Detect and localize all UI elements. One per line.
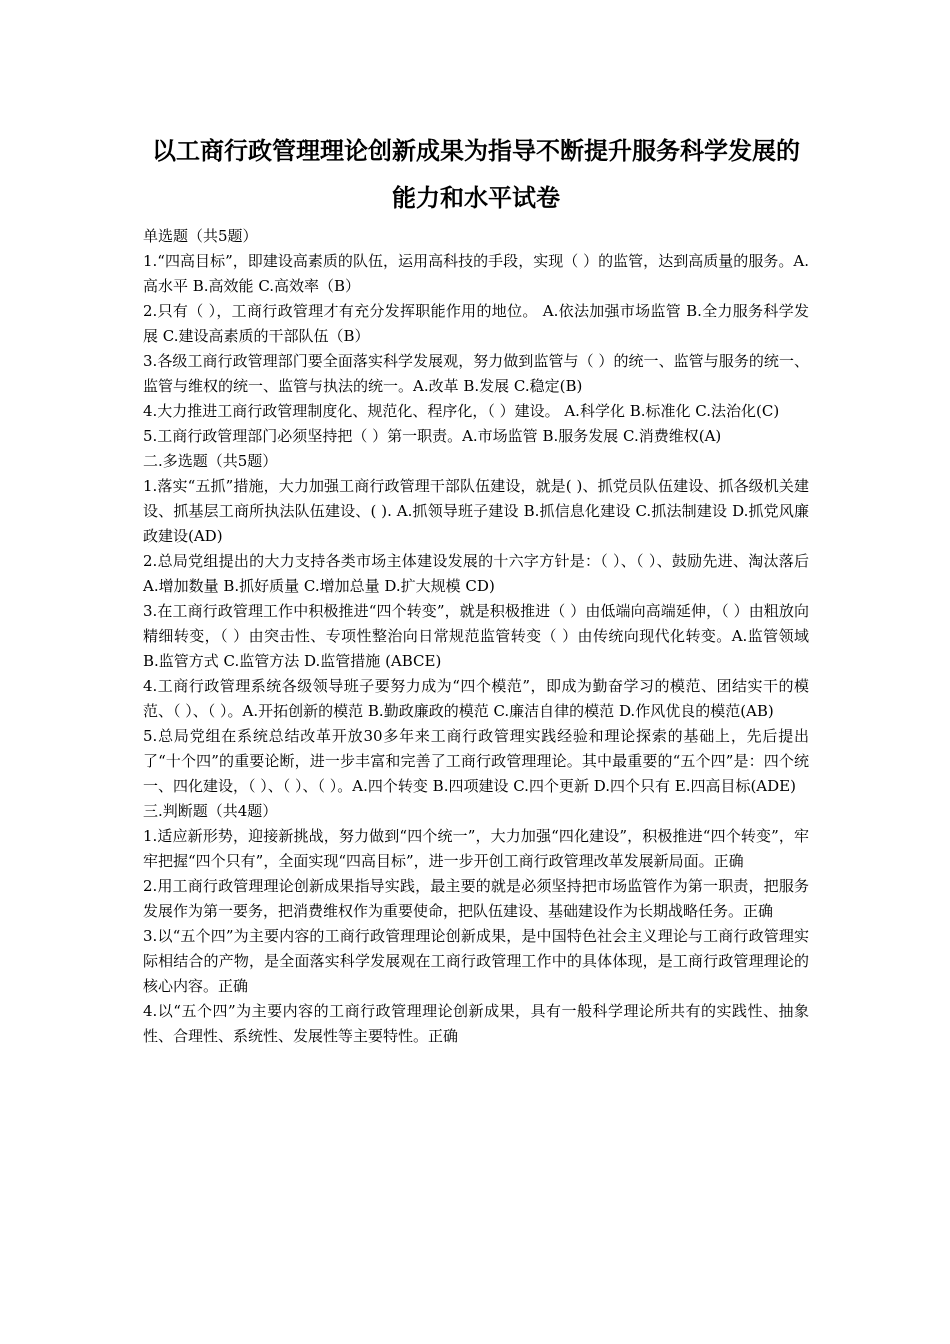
section-multiple-choice	[143, 449, 809, 799]
question-item: 1.“四高目标”，即建设高素质的队伍，运用高科技的手段，实现（ ）的监管，达到高质量的服务。A.高水平 B.高效能 C.高效率（B）	[143, 252, 809, 295]
question-item: 2.用工商行政管理理论创新成果指导实践，最主要的就是必须坚持把市场监管作为第一职责，把服务发展作为第一要务，把消费维权作为重要使命，把队伍建设、基础建设作为长期战略任务。正确	[143, 877, 809, 920]
question-item: 1.适应新形势，迎接新挑战，努力做到“四个统一”，大力加强“四化建设”，积极推进“四个转变”，牢牢把握“四个只有”，全面实现“四高目标”，进一步开创工商行政管理改革发展新局面。正确	[143, 827, 809, 870]
section-heading: 二.多选题（共5题）	[143, 452, 278, 470]
question-item: 4.工商行政管理系统各级领导班子要努力成为“四个模范”，即成为勤奋学习的模范、团结实干的模范、（ ）、（ ）。A.开拓创新的模范 B.勤政廉政的模范 C.廉洁自律的模范 D.作风优良的模范(AB)	[143, 677, 809, 720]
question-item: 5.总局党组在系统总结改革开放30多年来工商行政管理实践经验和理论探索的基础上，先后提出了“十个四”的重要论断，进一步丰富和完善了工商行政管理理论。其中最重要的“五个四”是：四个统一、四化建设，（ ）、（ ）、（ ）。A.四个转变 B.四项建设 C.四个更新 D.四个只有 E.四高目标(ADE)	[143, 727, 809, 795]
section-true-false	[143, 799, 809, 1049]
question-item: 2.总局党组提出的大力支持各类市场主体建设发展的十六字方针是：（ ）、（ ）、鼓励先进、淘汰落后 A.增加数量 B.抓好质量 C.增加总量 D.扩大规模 CD)	[143, 552, 809, 595]
question-item: 4.以“五个四”为主要内容的工商行政管理理论创新成果，具有一般科学理论所共有的实践性、抽象性、合理性、系统性、发展性等主要特性。正确	[143, 1002, 809, 1045]
question-item: 3.以“五个四”为主要内容的工商行政管理理论创新成果，是中国特色社会主义理论与工商行政管理实际相结合的产物，是全面落实科学发展观在工商行政管理工作中的具体体现，是工商行政管理理论的核心内容。正确	[143, 927, 809, 995]
section-heading: 三.判断题（共4题）	[143, 802, 278, 820]
question-item: 2.只有（ ），工商行政管理才有充分发挥职能作用的地位。 A.依法加强市场监管 B.全力服务科学发展 C.建设高素质的干部队伍（B）	[143, 302, 809, 345]
section-single-choice	[143, 224, 809, 449]
question-item: 3.在工商行政管理工作中积极推进“四个转变”，就是积极推进（ ）由低端向高端延伸，（ ）由粗放向精细转变，（ ）由突击性、专项性整治向日常规范监管转变（ ）由传统向现代化转变。A.监管领域 B.监管方式 C.监管方法 D.监管措施 (ABCE)	[143, 602, 809, 670]
question-item: 1.落实“五抓”措施，大力加强工商行政管理干部队伍建设，就是( )、抓党员队伍建设、抓各级机关建设、抓基层工商所执法队伍建设、( ). A.抓领导班子建设 B.抓信息化建设 C.抓法制建设 D.抓党风廉政建设(AD)	[143, 477, 809, 545]
question-item: 4.大力推进工商行政管理制度化、规范化、程序化，（ ）建设。 A.科学化 B.标准化 C.法治化(C)	[143, 402, 780, 420]
question-item: 5.工商行政管理部门必须坚持把（ ）第一职责。A.市场监管 B.服务发展 C.消费维权(A)	[143, 427, 722, 445]
document-page	[143, 128, 809, 1049]
section-heading: 单选题（共5题）	[143, 227, 258, 245]
document-title: 以工商行政管理理论创新成果为指导不断提升服务科学发展的能力和水平试卷	[152, 137, 800, 212]
question-item: 3.各级工商行政管理部门要全面落实科学发展观，努力做到监管与（ ）的统一、监管与服务的统一、监管与维权的统一、监管与执法的统一。A.改革 B.发展 C.稳定(B)	[143, 352, 809, 395]
